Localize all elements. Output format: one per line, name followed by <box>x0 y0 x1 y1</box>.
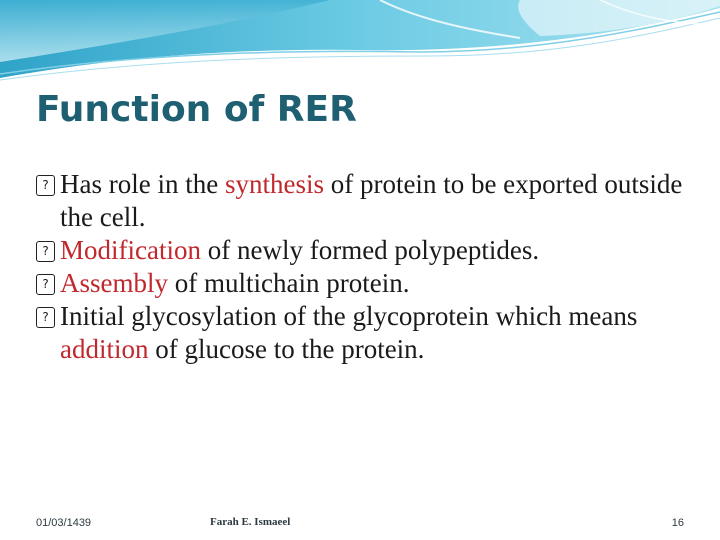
bullet-text: of protein to be exported outside the cell. <box>60 169 683 232</box>
footer-author: Farah E. Ismaeel <box>210 516 291 528</box>
bullet-placeholder-icon: ? <box>36 241 55 262</box>
slide-title: Function of RER <box>36 89 357 130</box>
bullet-item <box>36 168 686 234</box>
bullet-text: of glucose to the protein. <box>148 334 425 364</box>
bullet-item <box>36 300 686 366</box>
bullet-highlight: addition <box>60 334 149 364</box>
bullet-highlight: synthesis <box>224 169 324 199</box>
bullet-placeholder-icon: ? <box>36 274 55 295</box>
footer-date: 01/03/1439 <box>36 517 92 529</box>
bullet-placeholder-icon: ? <box>36 175 55 196</box>
footer-page-number: 16 <box>671 517 684 529</box>
bullet-item <box>36 267 686 300</box>
bullet-text: of multichain protein. <box>168 268 410 298</box>
bullet-text: Initial glycosylation of the glycoprotein which means <box>60 301 638 331</box>
bullet-text: Has role in the <box>60 169 225 199</box>
header-wave-decoration <box>0 0 720 90</box>
bullet-highlight: Assembly <box>60 268 168 298</box>
bullet-highlight: Modification <box>60 235 201 265</box>
bullet-item <box>36 234 686 267</box>
bullet-list <box>36 168 686 366</box>
bullet-text: of newly formed polypeptides. <box>200 235 540 265</box>
bullet-placeholder-icon: ? <box>36 307 55 328</box>
